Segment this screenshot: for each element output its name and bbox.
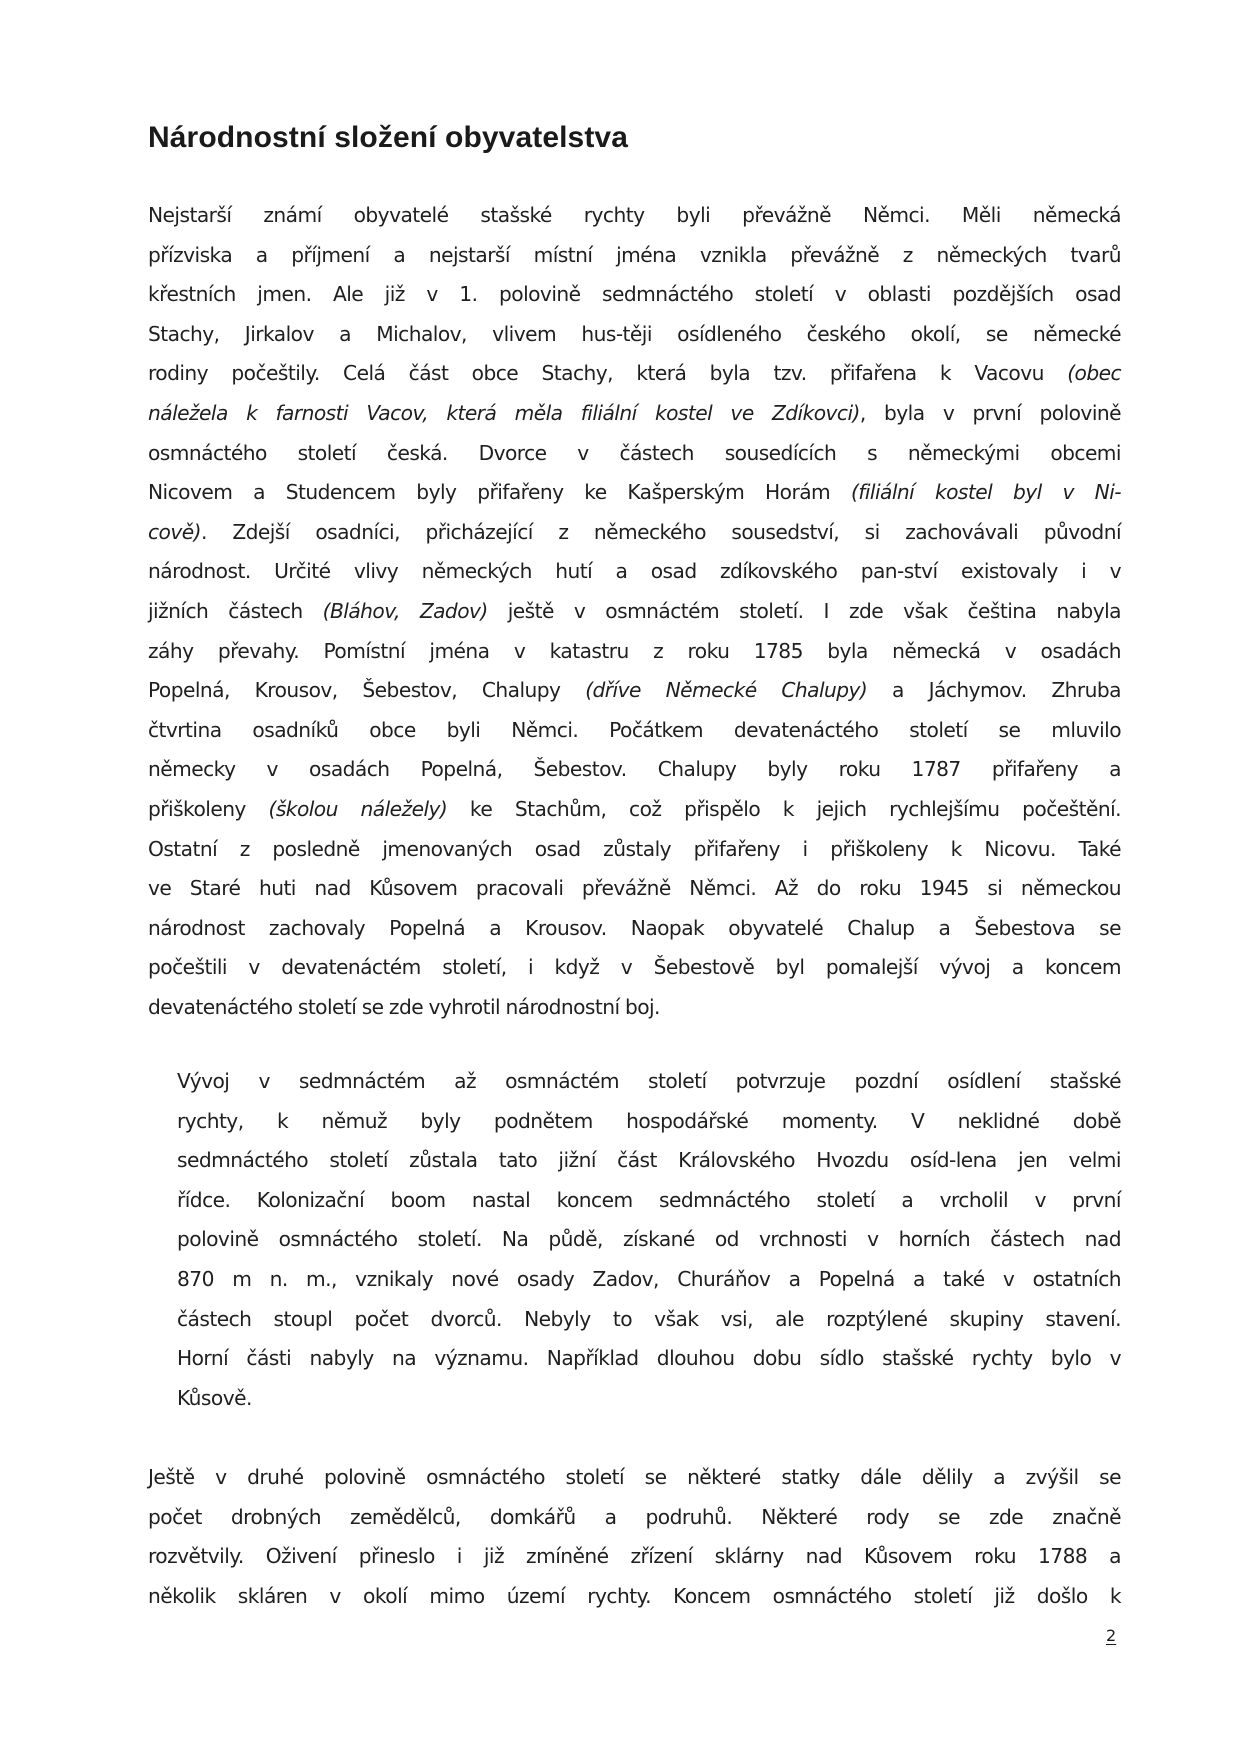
text-run: ve Staré huti nad Kůsovem pracovali převážně Němci. Až do roku 1945 si německou [148, 876, 1121, 901]
text-line [148, 750, 1121, 790]
paragraph-2 [148, 1062, 1121, 1418]
text-run: Horní části nabyly na významu. Například dlouhou dobu sídlo stašské rychty bylo v [177, 1346, 1121, 1371]
text-run: . Zdejší osadníci, přicházející z německého sousedství, si zachovávali původní [200, 519, 1121, 544]
text-run: německy v osadách Popelná, Šebestov. Chalupy byly roku 1787 přifařeny a [148, 757, 1121, 782]
text-run: přiškoleny [148, 796, 269, 821]
text-run: Stachy, Jirkalov a Michalov, vlivem hus-těji osídleného českého okolí, se německé [148, 321, 1121, 346]
text-run: záhy převahy. Pomístní jména v katastru z roku 1785 byla německá v osadách [148, 638, 1121, 663]
text-run: přízviska a příjmení a nejstarší místní jména vznikla převážně z německých tvarů [148, 242, 1121, 267]
text-line [148, 1062, 1121, 1102]
italic-text: (školou náležely) [268, 796, 448, 821]
text-run: ke Stachům, což přispělo k jejich rychlejšímu počeštění. [447, 796, 1121, 821]
text-line [148, 1537, 1121, 1577]
text-line [148, 275, 1121, 315]
text-run: počet drobných zemědělců, domkářů a podruhů. Některé rody se zde značně [148, 1504, 1121, 1529]
text-run: Ještě v druhé polovině osmnáctého století se některé statky dále dělily a zvýšil se [148, 1465, 1121, 1489]
text-line [148, 1220, 1121, 1260]
text-line [148, 632, 1121, 672]
text-line [148, 671, 1121, 711]
text-run: osmnáctého století česká. Dvorce v částech sousedících s německými obcemi [148, 440, 1121, 465]
text-line [148, 434, 1121, 474]
text-line [148, 552, 1121, 592]
text-run: křestních jmen. Ale již v 1. polovině sedmnáctého století v oblasti pozdějších osad [148, 282, 1121, 307]
text-line [148, 1339, 1121, 1379]
italic-text: (filiální kostel byl v Ni- [850, 480, 1122, 505]
text-run: národnost. Určité vlivy německých hutí a osad zdíkovského pan-ství existovaly i v [148, 559, 1121, 584]
text-line [148, 1181, 1121, 1221]
italic-text: cově) [148, 519, 201, 544]
text-run: Popelná, Krousov, Šebestov, Chalupy [148, 678, 586, 703]
text-line [148, 790, 1121, 830]
text-run: národnost zachovaly Popelná a Krousov. Naopak obyvatelé Chalup a Šebestova se [148, 915, 1121, 940]
text-line [148, 513, 1121, 553]
italic-text: náležela k farnosti Vacov, která měla filiální kostel ve Zdíkovci) [148, 400, 860, 425]
text-line [148, 1498, 1121, 1538]
text-line [148, 473, 1121, 513]
italic-text: (Bláhov, Zadov) [322, 598, 488, 623]
page-number: 2 [1106, 1626, 1117, 1645]
text-run: čtvrtina osadníků obce byli Němci. Počátkem devatenáctého století se mluvilo [148, 717, 1121, 742]
paragraph-3 [148, 1458, 1121, 1616]
text-run: částech stoupl počet dvorců. Nebyly to však vsi, ale rozptýlené skupiny stavení. [177, 1306, 1121, 1331]
text-line [148, 354, 1121, 394]
text-run: polovině osmnáctého století. Na půdě, získané od vrchnosti v horních částech nad [177, 1227, 1121, 1252]
text-line [148, 711, 1121, 751]
text-run: počeštili v devatenáctém století, i když v Šebestově byl pomalejší vývoj a koncem [148, 955, 1121, 980]
text-line [148, 1379, 1121, 1419]
italic-text: (dříve Německé Chalupy) [585, 678, 868, 703]
text-run: rychty, k němuž byly podnětem hospodářské momenty. V neklidné době [177, 1108, 1121, 1133]
text-line [148, 988, 1121, 1028]
text-line [148, 1141, 1121, 1181]
text-line [148, 1300, 1121, 1340]
text-line [148, 1458, 1121, 1498]
text-run: řídce. Kolonizační boom nastal koncem sedmnáctého století a vrcholil v první [177, 1187, 1121, 1212]
text-run: Vývoj v sedmnáctém až osmnáctém století potvrzuje pozdní osídlení stašské [177, 1069, 1121, 1093]
text-run: rozvětvily. Oživení přineslo i již zmíněné zřízení sklárny nad Kůsovem roku 1788 a [148, 1544, 1121, 1569]
text-line [148, 909, 1121, 949]
text-line [148, 1577, 1121, 1617]
text-line [148, 869, 1121, 909]
text-line [148, 236, 1121, 276]
text-line [148, 948, 1121, 988]
section-title: Národnostní složení obyvatelstva [148, 121, 628, 154]
text-run: Nicovem a Studencem byly přifařeny ke Kašperským Horám [148, 480, 851, 505]
text-run: sedmnáctého století zůstala tato jižní část Královského Hvozdu osíd-lena jen velmi [177, 1148, 1121, 1173]
text-run: devatenáctého století se zde vyhrotil národnostní boj. [148, 994, 660, 1019]
text-line [148, 394, 1121, 434]
text-run: několik skláren v okolí mimo území rychty. Koncem osmnáctého století již došlo k [148, 1583, 1121, 1608]
paragraph-1 [148, 196, 1121, 1027]
text-line [148, 1260, 1121, 1300]
text-run: a Jáchymov. Zhruba [867, 678, 1121, 703]
text-run: Kůsově. [177, 1385, 252, 1410]
text-line [148, 830, 1121, 870]
text-run: , byla v první polovině [859, 400, 1121, 425]
text-run: jižních částech [148, 598, 323, 623]
italic-text: (obec [1067, 361, 1121, 386]
text-run: Ostatní z posledně jmenovaných osad zůstaly přifařeny i přiškoleny k Nicovu. Také [148, 836, 1121, 861]
text-run: ještě v osmnáctém století. I zde však čeština nabyla [487, 598, 1121, 623]
text-line [148, 1102, 1121, 1142]
text-run: 870 m n. m., vznikaly nové osady Zadov, Churáňov a Popelná a také v ostatních [177, 1266, 1121, 1291]
text-line [148, 315, 1121, 355]
text-run: rodiny počeštily. Celá část obce Stachy, která byla tzv. přifařena k Vacovu [148, 361, 1068, 386]
text-line [148, 196, 1121, 236]
text-run: Nejstarší známí obyvatelé stašské rychty byli převážně Němci. Měli německá [148, 203, 1121, 227]
text-line [148, 592, 1121, 632]
